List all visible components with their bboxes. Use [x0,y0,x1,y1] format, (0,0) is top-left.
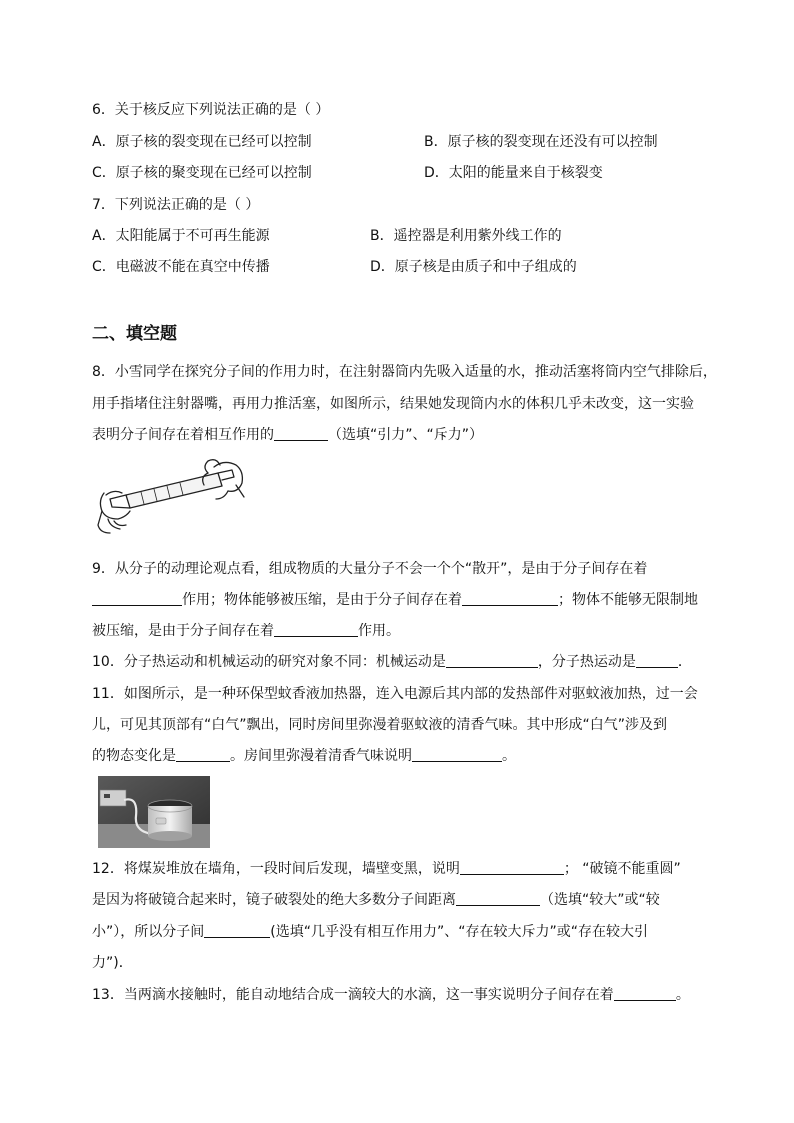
q8-line-1: 8．小雪同学在探究分子间的作用力时，在注射器筒内先吸入适量的水，推动活塞将筒内空气排除后， [92,364,717,380]
q7-stem: 7．下列说法正确的是（ ） [92,197,260,213]
answer-blank[interactable] [274,622,358,637]
q6-stem: 6．关于核反应下列说法正确的是（ ） [92,102,330,118]
q12-text: （选填“较大”或“较 [540,892,660,908]
q10-line [92,652,692,672]
q13-text: 13．当两滴水接触时，能自动地结合成一滴较大的水滴，这一事实说明分子间存在着 [92,987,614,1003]
answer-blank[interactable] [92,591,182,606]
q8-text: 表明分子间存在着相互作用的 [92,427,274,443]
q9-line-3 [92,621,400,641]
q9-text: 作用；物体能够被压缩，是由于分子间存在着 [182,592,462,608]
q7-option-c: C．电磁波不能在真空中传播 [92,259,270,275]
answer-blank[interactable] [274,426,328,441]
heater-photo [98,776,210,848]
q11-text: 。 [502,748,516,764]
q9-text: 作用。 [358,623,400,639]
answer-blank[interactable] [456,891,540,906]
answer-blank[interactable] [204,923,270,938]
q12-text: 小”），所以分子间 [92,924,205,940]
answer-blank[interactable] [460,860,564,875]
q11-text: 。房间里弥漫着清香气味说明 [230,748,412,764]
q12-text: ； “破镜不能重圆” [563,861,681,877]
q6-option-a: A．原子核的裂变现在已经可以控制 [92,134,312,150]
q10-text: ． [677,654,692,670]
q7-option-a: A．太阳能属于不可再生能源 [92,228,270,244]
answer-blank[interactable] [462,591,558,606]
q12-text: 12．将煤炭堆放在墙角，一段时间后发现，墙壁变黑，说明 [92,861,460,877]
answer-blank[interactable] [446,653,538,668]
q7-option-b: B．遥控器是利用紫外线工作的 [370,228,562,244]
q9-line-2 [92,590,698,610]
q11-line-1: 11．如图所示，是一种环保型蚊香液加热器，连入电源后其内部的发热部件对驱蚊液加热，过一会 [92,686,698,702]
q9-text: ；物体不能够无限制地 [558,592,698,608]
q6-option-d: D．太阳的能量来自于核裂变 [424,165,603,181]
q8-text: （选填“引力”、“斥力”） [328,427,484,443]
q12-text: (选填“几乎没有相互作用力”、“存在较大斥力”或“存在较大引 [270,924,648,940]
q6-option-c: C．原子核的聚变现在已经可以控制 [92,165,312,181]
answer-blank[interactable] [614,986,676,1001]
q8-line-2: 用手指堵住注射器嘴，再用力推活塞，如图所示，结果她发现筒内水的体积几乎未改变，这一实验 [92,396,694,412]
answer-blank[interactable] [636,653,678,668]
q9-text: 被压缩，是由于分子间存在着 [92,623,274,639]
q7-option-d: D．原子核是由质子和中子组成的 [370,259,577,275]
q12-line-3 [92,922,648,942]
q10-text: 10．分子热运动和机械运动的研究对象不同：机械运动是 [92,654,446,670]
answer-blank[interactable] [412,747,502,762]
section-title: 二、填空题 [92,324,177,344]
q6-option-b: B．原子核的裂变现在还没有可以控制 [424,134,658,150]
syringe-figure [96,455,246,537]
q12-line-4: 力”)． [92,955,133,971]
q11-line-2: 儿，可见其顶部有“白气”飘出，同时房间里弥漫着驱蚊液的清香气味。其中形成“白气”涉及到 [92,717,668,733]
q11-text: 的物态变化是 [92,748,176,764]
q12-text: 是因为将破镜合起来时，镜子破裂处的绝大多数分子间距离 [92,892,456,908]
q12-line-1 [92,859,681,879]
q10-text: ，分子热运动是 [537,654,636,670]
q13-text: 。 [675,987,690,1003]
q13-line [92,985,690,1005]
q12-line-2 [92,890,660,910]
answer-blank[interactable] [176,747,230,762]
q9-line-1: 9．从分子的动理论观点看，组成物质的大量分子不会一个个“散开”，是由于分子间存在着 [92,561,648,577]
q8-line-3 [92,425,483,445]
q11-line-3 [92,746,516,766]
